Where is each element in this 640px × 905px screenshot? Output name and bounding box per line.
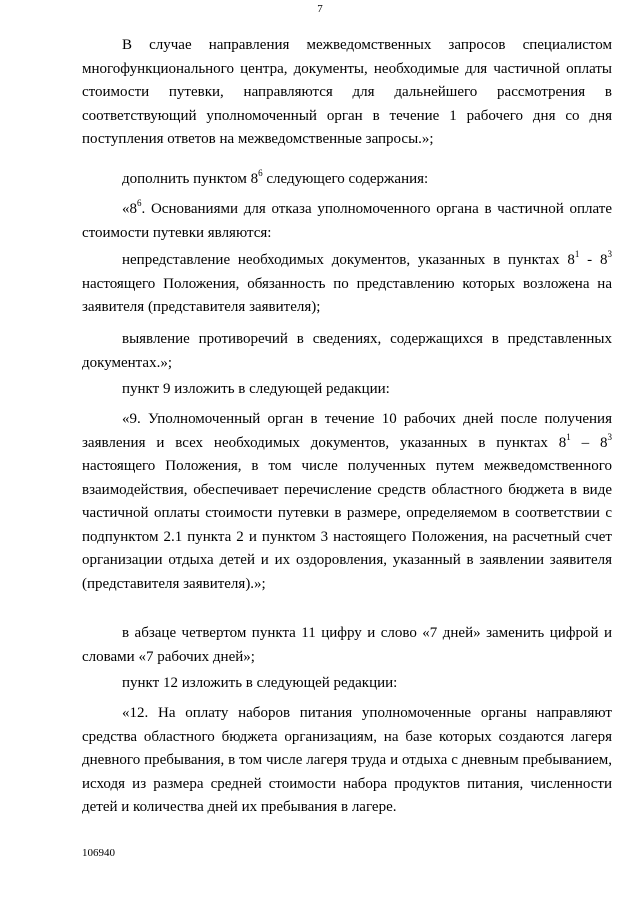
paragraph-text: дополнить пунктом 8 xyxy=(122,171,259,187)
page-number: 7 xyxy=(317,3,323,15)
paragraph-text: следующего содержания: xyxy=(262,171,429,187)
paragraph-point-9-intro xyxy=(82,378,612,402)
paragraph-text: в абзаце четвертом пункта 11 цифру и слово «7 дней» заменить цифрой и словами «7 рабочих дней»; xyxy=(82,625,612,665)
paragraph-mfc-requests xyxy=(82,34,612,152)
footer-code: 106940 xyxy=(82,847,115,859)
paragraph-point-12 xyxy=(82,702,612,820)
paragraph-point-11-amendment xyxy=(82,622,612,669)
paragraph-text: – 8 xyxy=(570,434,608,451)
paragraph-point-8-6 xyxy=(82,198,612,245)
paragraph-refusal-ground-2 xyxy=(82,328,612,375)
paragraph-text: непредставление необходимых документов, указанных в пунктах 8 xyxy=(122,252,575,268)
superscript: 1 xyxy=(574,249,580,259)
paragraph-text: В случае направления межведомственных запросов специалистом многофункционального центра, документы, необходимые для частичной оплаты стоимости путевки, направляются для дальнейшего рассмотрения в соответствующий уполномоченный орган в течение 1 рабочего дня со дня поступления ответов на межведомственные запросы.»; xyxy=(82,37,612,147)
superscript: 1 xyxy=(566,431,571,442)
superscript: 3 xyxy=(607,431,612,442)
paragraph-refusal-ground-1 xyxy=(82,249,612,320)
superscript: 3 xyxy=(607,249,612,259)
paragraph-text: - 8 xyxy=(579,252,608,268)
paragraph-text: настоящего Положения, в том числе полученных путем межведомственного взаимодействия, обеспечивает перечисление средств областного бюджета в виде частичной оплаты стоимости путевки в размере, определяемом в соответствии с подпунктом 2.1 пункта 2 и пунктом 3 настоящего Положения, на расчетный счет организации отдыха детей и их оздоровления, указанный в заявлении заявителя (представителя заявителя).»; xyxy=(82,458,612,592)
paragraph-point-9 xyxy=(82,408,612,596)
superscript: 6 xyxy=(258,168,263,178)
paragraph-text: «12. На оплату наборов питания уполномоченные органы направляют средства областного бюджета организациям, на базе которых создаются лагеря дневного пребывания, в том числе лагеря труда и отдыха с дневным пребыванием, исходя из размера средней стоимости набора продуктов питания, численности детей и количества дней их пребывания в лагере. xyxy=(82,705,612,815)
paragraph-text: пункт 12 изложить в следующей редакции: xyxy=(122,675,398,691)
paragraph-point-12-intro xyxy=(82,672,612,696)
paragraph-text: . Основаниями для отказа уполномоченного органа в частичной оплате стоимости путевки являются: xyxy=(82,201,612,241)
paragraph-text: «9. Уполномоченный орган в течение 10 рабочих дней после получения заявления и всех необходимых документов, указанных в пунктах 8 xyxy=(82,411,612,451)
superscript: 6 xyxy=(137,198,142,208)
paragraph-text: пункт 9 изложить в следующей редакции: xyxy=(122,381,390,397)
paragraph-text: выявление противоречий в сведениях, содержащихся в представленных документах.»; xyxy=(82,331,612,371)
paragraph-add-point-8-6 xyxy=(82,168,612,192)
paragraph-text: настоящего Положения, обязанность по представлению которых возложена на заявителя (представителя заявителя); xyxy=(82,275,612,315)
paragraph-text: «8 xyxy=(122,201,137,217)
